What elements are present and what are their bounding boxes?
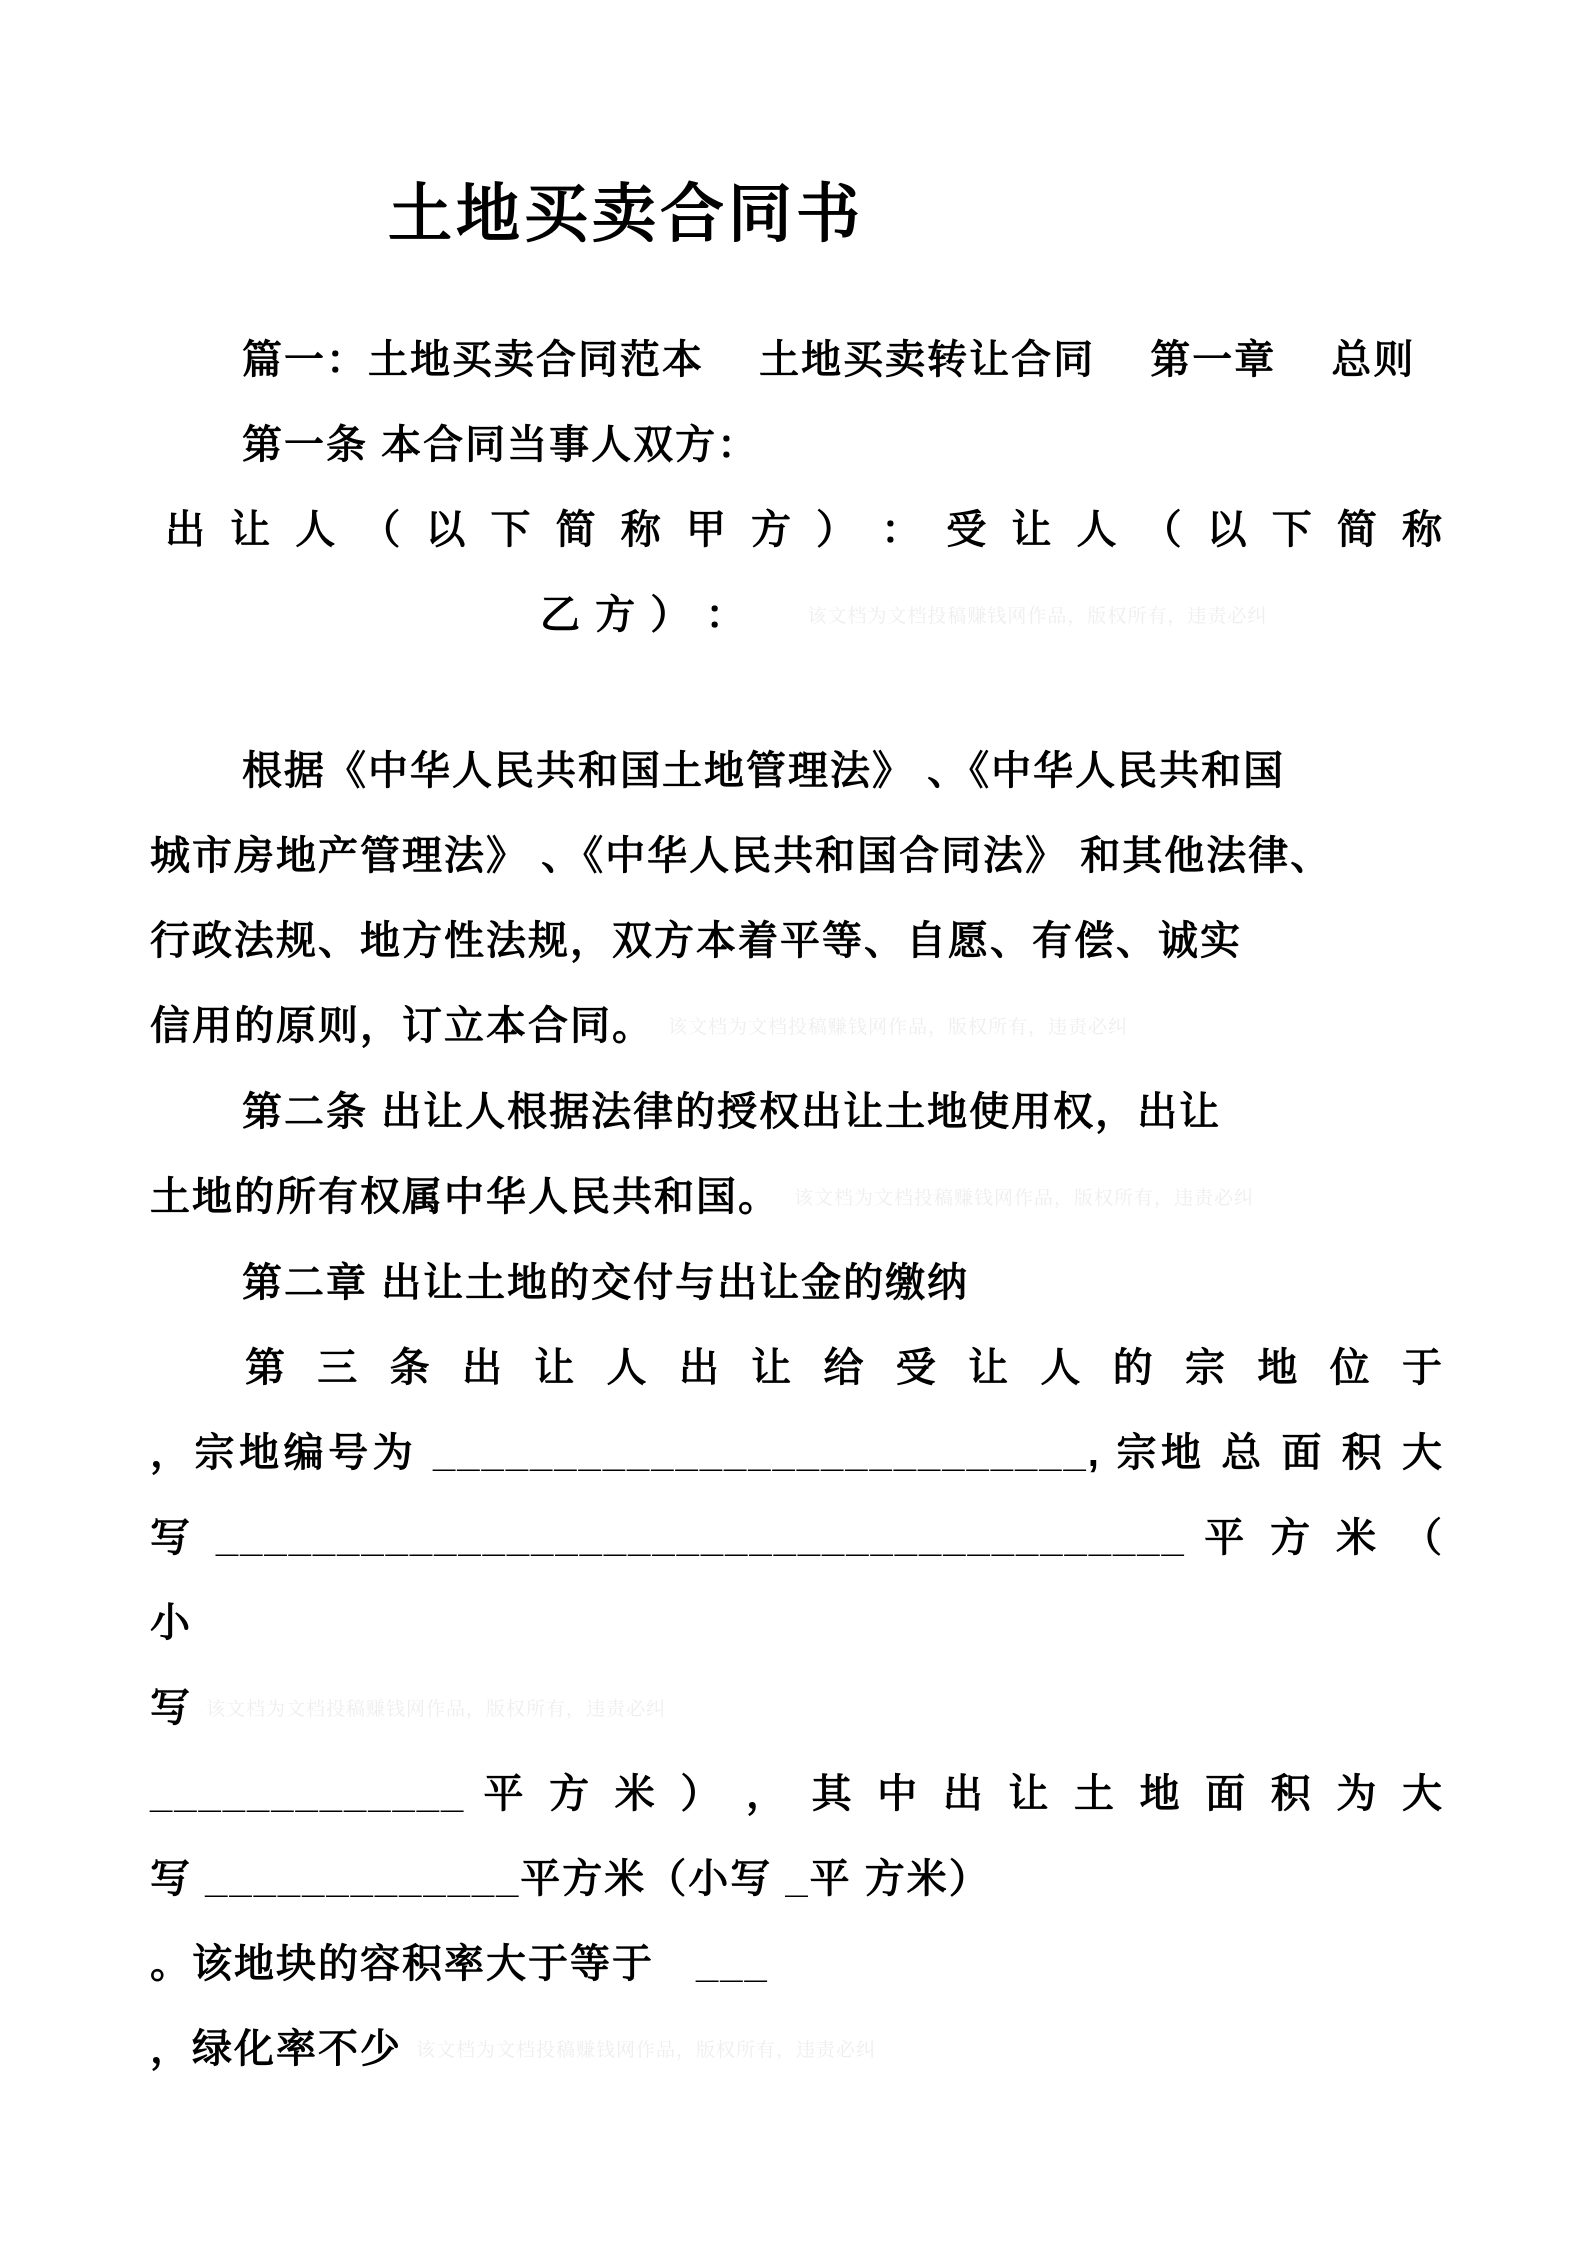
article-2-line-2 xyxy=(150,1155,1444,1241)
article-2-line-2-text: 土地的所有权属中华人民共和国。 xyxy=(150,1174,780,1219)
article-3-line-4 xyxy=(150,1666,1444,1752)
document-body xyxy=(150,0,1458,2093)
parties-line-1: 出 让 人 （ 以 下 简 称 甲 方 ） ： 受 让 人 （ 以 下 简 称 xyxy=(165,507,1444,552)
article-3-line-5: _____________ 平 方 米 ） ， 其 中 出 让 土 地 面 积 为 大 xyxy=(150,1771,1444,1816)
watermark-text: 该文档为文档投稿赚钱网作品，版权所有，违责必纠 xyxy=(206,1698,667,1720)
parties-line-2-text: 乙 方 ） ： xyxy=(540,592,748,637)
article-2-line-1: 第二条 出让人根据法律的授权出让土地使用权，出让 xyxy=(242,1089,1222,1134)
watermark-text: 该文档为文档投稿赚钱网作品，版权所有，违责必纠 xyxy=(807,605,1268,627)
article-1-heading: 第一条 本合同当事人双方： xyxy=(242,422,760,467)
article-3-line-8-text: ，绿化率不少 xyxy=(150,2026,402,2071)
legal-basis-line-2: 城市房地产管理法》 、《中华人民共和国合同法》 和其他法律、 xyxy=(150,833,1333,878)
legal-basis-line-4 xyxy=(150,984,1444,1070)
chapter-2-heading: 第二章 出让土地的交付与出让金的缴纳 xyxy=(242,1260,970,1305)
article-3-line-7: 。该地块的容积率大于等于 ___ xyxy=(150,1941,769,1986)
watermark-text: 该文档为文档投稿赚钱网作品，版权所有，违责必纠 xyxy=(668,1016,1129,1038)
article-3-line-2: ，宗地编号为 ___________________________, 宗地 总 面 积 大 xyxy=(150,1430,1444,1475)
parties-line-2 xyxy=(150,573,1444,659)
article-3-line-1: 第 三 条 出 让 人 出 让 给 受 让 人 的 宗 地 位 于 xyxy=(245,1345,1444,1390)
article-3-line-3: 写 ________________________________________ 平 方 米 （ 小 xyxy=(150,1515,1458,1645)
legal-basis-line-1: 根据《中华人民共和国土地管理法》 、《中华人民共和国 xyxy=(242,748,1286,793)
article-3-line-4-text: 写 xyxy=(150,1685,192,1730)
article-3-line-8 xyxy=(150,2007,1444,2093)
article-3-line-6: 写 _____________平方米（小写 _平 方米） xyxy=(150,1856,991,1901)
watermark-text: 该文档为文档投稿赚钱网作品，版权所有，违责必纠 xyxy=(416,2039,877,2061)
legal-basis-line-4-text: 信用的原则，订立本合同。 xyxy=(150,1003,654,1048)
legal-basis-line-3: 行政法规、地方性法规，双方本着平等、自愿、有偿、诚实 xyxy=(150,918,1242,963)
document-title: 土地买卖合同书 xyxy=(388,178,864,250)
section-heading-pian1: 篇一：土地买卖合同范本 土地买卖转让合同 第一章 总则 xyxy=(242,337,1416,382)
watermark-text: 该文档为文档投稿赚钱网作品，版权所有，违责必纠 xyxy=(794,1187,1255,1209)
